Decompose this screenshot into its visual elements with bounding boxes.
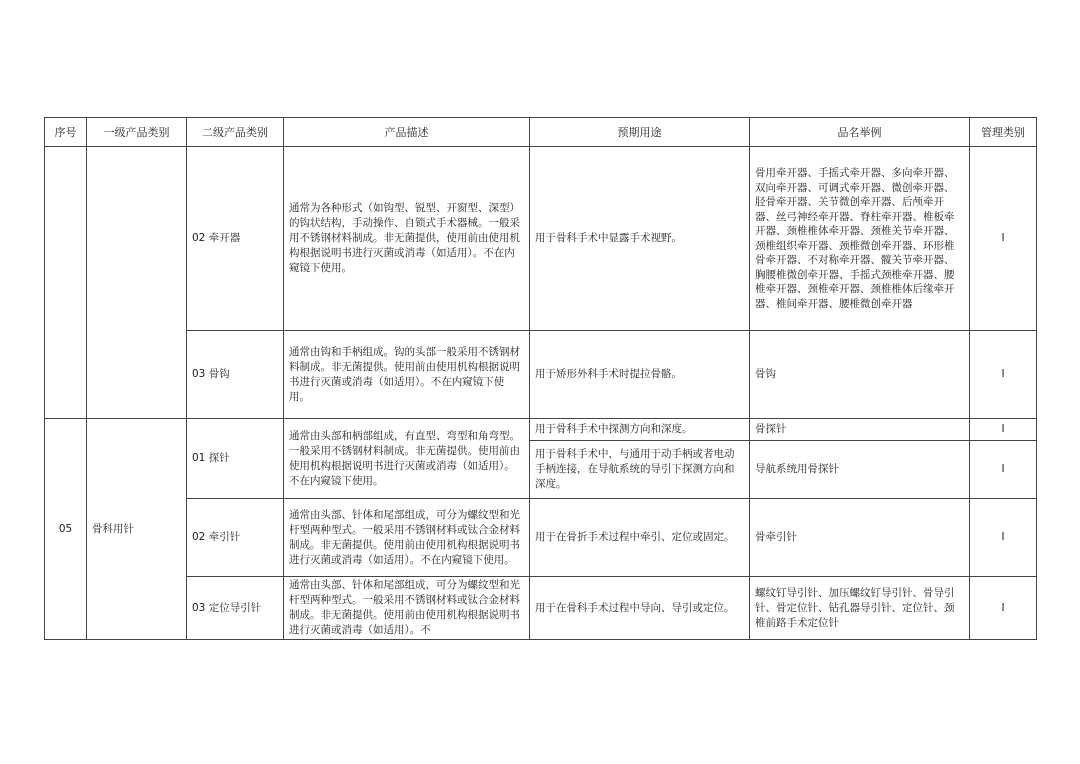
header-examples: 品名举例 — [750, 118, 970, 147]
table-row — [45, 577, 1037, 640]
cell-examples: 骨探针 — [750, 419, 970, 441]
table-row — [45, 419, 1037, 441]
cell-desc: 通常为各种形式（如钩型、锐型、开窗型、深型）的钩状结构，手动操作、自锁式手术器械。一般采用不锈钢材料制成。非无菌提供，使用前由使用机构根据说明书进行灭菌或消毒（如适用）。不在内窥镜下使用。 — [284, 147, 530, 331]
cell-examples: 导航系统用骨探针 — [750, 441, 970, 499]
header-desc: 产品描述 — [284, 118, 530, 147]
cell-mgmt: I — [970, 499, 1037, 577]
cell-examples: 骨牵引针 — [750, 499, 970, 577]
cell-no: 05 — [45, 419, 87, 640]
cell-use: 用于骨科手术中显露手术视野。 — [530, 147, 750, 331]
cell-desc: 通常由头部、针体和尾部组成，可分为螺纹型和光杆型两种型式。一般采用不锈钢材料或钛合金材料制成。非无菌提供。使用前由使用机构根据说明书进行灭菌或消毒（如适用）。不 — [284, 577, 530, 640]
cell-use: 用于在骨科手术过程中导向、导引或定位。 — [530, 577, 750, 640]
cell-desc: 通常由钩和手柄组成。钩的头部一般采用不锈钢材料制成。非无菌提供。使用前由使用机构根据说明书进行灭菌或消毒（如适用）。不在内窥镜下使用。 — [284, 331, 530, 419]
catalog-table — [44, 117, 1037, 640]
header-row — [45, 118, 1037, 147]
cell-use: 用于骨科手术中探测方向和深度。 — [530, 419, 750, 441]
cell-cat2: 02 牵开器 — [187, 147, 284, 331]
cell-mgmt: I — [970, 419, 1037, 441]
table-row — [45, 499, 1037, 577]
table-row — [45, 147, 1037, 331]
header-use: 预期用途 — [530, 118, 750, 147]
cell-mgmt: I — [970, 331, 1037, 419]
header-cat2: 二级产品类别 — [187, 118, 284, 147]
cell-desc: 通常由头部、针体和尾部组成，可分为螺纹型和光杆型两种型式。一般采用不锈钢材料或钛合金材料制成。非无菌提供。使用前由使用机构根据说明书进行灭菌或消毒（如适用）。不在内窥镜下使用。 — [284, 499, 530, 577]
cell-cat1: 骨科用针 — [87, 419, 187, 640]
header-mgmt: 管理类别 — [970, 118, 1037, 147]
header-cat1: 一级产品类别 — [87, 118, 187, 147]
cell-cat2: 03 定位导引针 — [187, 577, 284, 640]
cell-use: 用于矫形外科手术时提拉骨骼。 — [530, 331, 750, 419]
header-no: 序号 — [45, 118, 87, 147]
cell-no-empty — [45, 147, 87, 419]
cell-mgmt: I — [970, 147, 1037, 331]
cell-use: 用于在骨折手术过程中牵引、定位或固定。 — [530, 499, 750, 577]
cell-mgmt: I — [970, 577, 1037, 640]
cell-cat1-empty — [87, 147, 187, 419]
cell-cat2: 02 牵引针 — [187, 499, 284, 577]
cell-desc: 通常由头部和柄部组成，有直型、弯型和角弯型。一般采用不锈钢材料制成。非无菌提供。使用前由使用机构根据说明书进行灭菌或消毒（如适用）。不在内窥镜下使用。 — [284, 419, 530, 499]
cell-examples: 骨用牵开器、手摇式牵开器、多向牵开器、双向牵开器、可调式牵开器、微创牵开器、胫骨牵开器、关节微创牵开器、后颅牵开器、丝弓神经牵开器、脊柱牵开器、椎板牵开器、颈椎椎体牵开器、颈椎关节牵开器、颈椎组织牵开器、颈椎微创牵开器、环形椎骨牵开器、不对称牵开器、髋关节牵开器、胸腰椎微创牵开器、手摇式颈椎牵开器、腰椎牵开器、颈椎牵开器、颈椎椎体后缘牵开器、椎间牵开器、腰椎微创牵开器 — [750, 147, 970, 331]
cell-cat2: 01 探针 — [187, 419, 284, 499]
table-row — [45, 331, 1037, 419]
cell-examples: 螺纹钉导引针、加压螺纹钉导引针、骨导引针、骨定位针、钻孔器导引针、定位针、颈椎前路手术定位针 — [750, 577, 970, 640]
cell-mgmt: I — [970, 441, 1037, 499]
cell-examples: 骨钩 — [750, 331, 970, 419]
cell-use: 用于骨科手术中，与通用于动手柄或者电动手柄连接，在导航系统的导引下探测方向和深度。 — [530, 441, 750, 499]
cell-cat2: 03 骨钩 — [187, 331, 284, 419]
